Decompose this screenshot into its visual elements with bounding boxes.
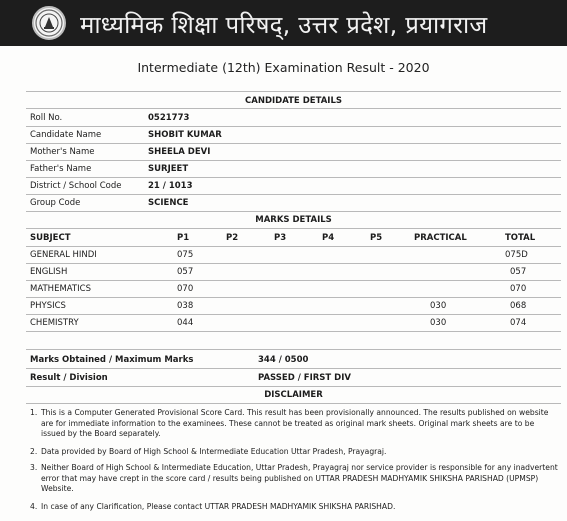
- disclaimer-heading: DISCLAIMER: [264, 390, 323, 400]
- table-row-p1: 075: [177, 250, 194, 260]
- disclaimer-item: 2. Data provided by Board of High School & Intermediate Education Uttar Pradesh, Prayagraj.: [30, 447, 387, 456]
- district-school-code-label: District / School Code: [30, 181, 122, 191]
- table-row-total: 068: [510, 301, 527, 311]
- group-code-value: SCIENCE: [148, 198, 189, 208]
- col-total: TOTAL: [505, 233, 536, 243]
- candidate-details-heading: CANDIDATE DETAILS: [245, 96, 342, 106]
- marks-obtained-value: 344 / 0500: [258, 355, 309, 365]
- marks-obtained-label: Marks Obtained / Maximum Marks: [30, 355, 194, 365]
- table-row-subject: MATHEMATICS: [30, 284, 91, 294]
- table-row-p1: 038: [177, 301, 194, 311]
- table-row-total: 074: [510, 318, 527, 328]
- col-subject: SUBJECT: [30, 233, 71, 243]
- roll-no-label: Roll No.: [30, 113, 63, 123]
- col-practical: PRACTICAL: [414, 233, 467, 243]
- disclaimer-item: 3. Neither Board of High School & Intermediate Education, Uttar Pradesh, Prayagraj nor service provider is responsible for any inadvertent error that may have crept in the score card / results being published on UTTAR PRADESH MADHYAMIK SHIKSHA PARISHAD (UPMSP) Website.: [30, 463, 558, 493]
- mother-name-label: Mother's Name: [30, 147, 95, 157]
- col-p2: P2: [226, 233, 239, 243]
- father-name-value: SURJEET: [148, 164, 189, 174]
- candidate-name-value: SHOBIT KUMAR: [148, 130, 222, 140]
- table-row-subject: GENERAL HINDI: [30, 250, 97, 260]
- table-row-p1: 070: [177, 284, 194, 294]
- exam-title: Intermediate (12th) Examination Result - 2020: [137, 60, 430, 75]
- result-division-value: PASSED / FIRST DIV: [258, 373, 351, 383]
- col-p5: P5: [370, 233, 383, 243]
- divider: [26, 91, 561, 92]
- col-p4: P4: [322, 233, 335, 243]
- table-row-p1: 057: [177, 267, 194, 277]
- table-row-total: 070: [510, 284, 527, 294]
- marks-details-heading: MARKS DETAILS: [255, 215, 332, 225]
- district-school-code-value: 21 / 1013: [148, 181, 193, 191]
- board-name-title: माध्यमिक शिक्षा परिषद्, उत्तर प्रदेश, प्रयागराज: [80, 11, 488, 39]
- disclaimer-item: 4. In case of any Clarification, Please contact UTTAR PRADESH MADHYAMIK SHIKSHA PARISHAD.: [30, 502, 396, 511]
- board-emblem-icon: [32, 6, 66, 40]
- group-code-label: Group Code: [30, 198, 81, 208]
- table-row-subject: CHEMISTRY: [30, 318, 79, 328]
- result-division-label: Result / Division: [30, 373, 108, 383]
- table-row-practical: 030: [430, 301, 447, 311]
- table-row-total: 075D: [505, 250, 528, 260]
- header-banner: [0, 0, 567, 46]
- table-row-p1: 044: [177, 318, 194, 328]
- col-p3: P3: [274, 233, 287, 243]
- roll-no-value: 0521773: [148, 113, 190, 123]
- candidate-name-label: Candidate Name: [30, 130, 102, 140]
- father-name-label: Father's Name: [30, 164, 92, 174]
- divider: [26, 108, 561, 109]
- mother-name-value: SHEELA DEVI: [148, 147, 211, 157]
- disclaimer-item: 1. This is a Computer Generated Provisional Score Card. This result has been provisionally announced. The results published on website are for immediate information to the examinees. These cannot be treated as original mark sheets. Original mark sheets are to be issued by the Board separately.: [30, 408, 549, 438]
- table-row-total: 057: [510, 267, 527, 277]
- table-row-subject: PHYSICS: [30, 301, 66, 311]
- table-row-subject: ENGLISH: [30, 267, 68, 277]
- table-row-practical: 030: [430, 318, 447, 328]
- col-p1: P1: [177, 233, 190, 243]
